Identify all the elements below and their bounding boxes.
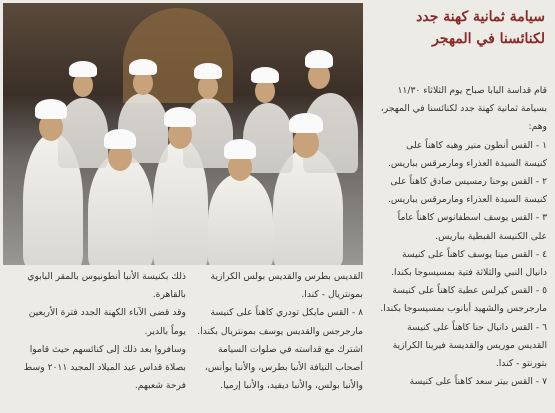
turban — [251, 67, 279, 83]
text-line: القديس بطرس والقديس بولس الكرازية — [210, 271, 363, 282]
article-column-middle — [197, 268, 363, 395]
priest-figure — [208, 173, 273, 265]
text-line: ١ - القس أنطون منير وهبه كاهناً على — [406, 139, 547, 151]
text-line: بمونتريال - كندا. — [301, 289, 363, 301]
text-line: والأنبا بولس، والأنبا ديفيد، والأنبا إرميا. — [220, 380, 363, 392]
text-line: فرحة شعبهم. — [134, 380, 186, 392]
turban — [164, 107, 196, 127]
text-line: بتورنتو - كندا. — [495, 358, 547, 370]
text-line: القديس موريس والقديسة فيرينا الكرازية — [392, 339, 547, 351]
text-line: بصلاة قداس عيد الميلاد المجيد ٢٠١١ وسط — [23, 362, 186, 374]
article-column-right — [369, 82, 547, 391]
text-line: دانيال النبي والثلاثة فتية بمسيسوجا بكندا. — [391, 267, 547, 279]
text-line: وهم: — [528, 121, 547, 133]
text-line: بالقاهرة. — [152, 289, 186, 301]
turban — [104, 129, 136, 149]
turban — [305, 50, 333, 68]
text-line: على الكنيسة القبطية بباريس. — [435, 230, 547, 242]
text-line: يوماً بالدير. — [144, 325, 186, 337]
text-line: مارجرجس والشهيد أبانوب بمسيسوجا بكندا. — [380, 303, 547, 315]
article-column-left — [6, 268, 186, 395]
text-line: أصحاب النيافة الأنبا بطرس، والأنبا يوأنس، — [204, 362, 363, 374]
text-line: وسافروا بعد ذلك إلى كنائسهم حيث قاموا — [29, 343, 186, 355]
text-line: ٧ - القس بيتر سعد كاهناً على كنيسة — [409, 376, 547, 388]
text-line: ٣ - القس يوسف اسطفانوس كاهناً عاماً — [397, 212, 547, 224]
text-line: ٦ - القس دانيال حنا كاهناً على كنيسة — [407, 321, 547, 333]
text-line: ذلك بكنيسة الأنبا أنطونيوس بالمقر البابوي — [27, 271, 186, 282]
text-line: ٤ - القس مينا يوسف كاهناً على كنيسة — [402, 248, 547, 260]
text-line: كنيسة السيدة العذراء ومارمرقس بباريس. — [387, 157, 547, 169]
text-line: وقد قضى الآباء الكهنة الجدد فترة الأربعين — [28, 307, 186, 319]
turban — [35, 99, 67, 119]
turban — [69, 61, 97, 77]
headline-line-2: لكنائسنا في المهجر — [432, 31, 545, 47]
text-line: ٨ - القس مايكل تودري كاهناً على كنيسة — [210, 307, 363, 319]
turban — [129, 59, 157, 75]
text-line: مارجرجس والقديس يوسف بمونتريال بكندا. — [197, 325, 363, 337]
ordination-photo — [3, 3, 363, 265]
text-line: ٢ - القس يوحنا رمسيس صادق كاهناً على — [390, 176, 547, 188]
text-line: ٥ - القس كيرلس عطية كاهناً على كنيسة — [392, 285, 547, 297]
headline-line-1: سيامة ثمانية كهنة جدد — [416, 9, 545, 25]
turban — [289, 113, 323, 133]
turban — [224, 139, 256, 159]
text-line: كنيسة السيدة العذراء ومارمرقس بباريس. — [387, 194, 547, 206]
article-headline — [375, 6, 545, 50]
text-line: بسيامة ثمانية كهنة جدد لكنائسنا في المهجر، — [380, 103, 547, 115]
turban — [194, 63, 222, 79]
text-line: قام قداسة البابا صباح يوم الثلاثاء ١١/٣٠ — [397, 85, 547, 96]
text-line: اشترك مع قداسته في صلوات السيامة — [217, 343, 363, 355]
